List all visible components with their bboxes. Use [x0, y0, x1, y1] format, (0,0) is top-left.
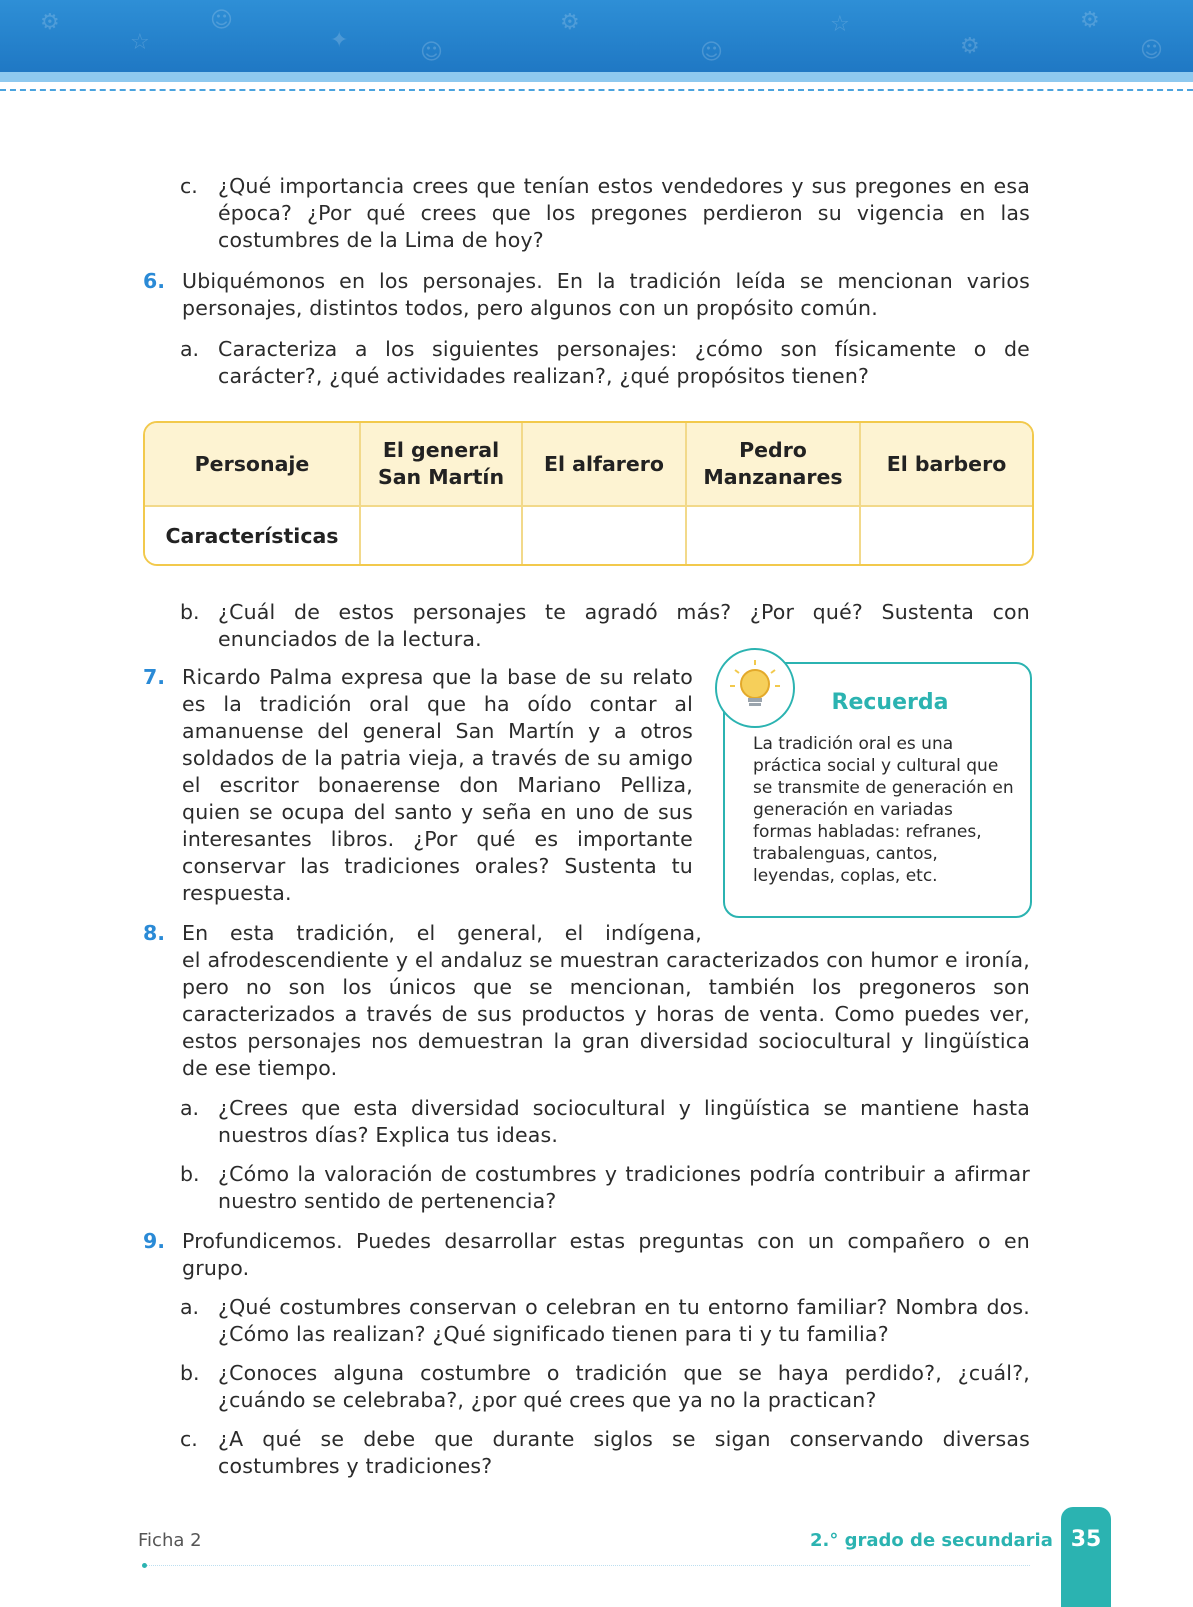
star-icon: ☆: [130, 30, 150, 55]
question-6b-text: ¿Cuál de estos personajes te agradó más? ¿Por qué? Sustenta con enunciados de la lectura.: [218, 600, 1030, 651]
table-row-label: Características: [145, 506, 360, 566]
table-cell-empty[interactable]: [522, 506, 686, 566]
item-letter: a.: [180, 1096, 200, 1120]
question-6a-text: Caracteriza a los siguientes personajes: ¿cómo son físicamente o de carácter?, ¿qué actividades realizan?, ¿qué propósitos tienen?: [218, 337, 1030, 388]
header-dashed-divider: [0, 89, 1193, 91]
question-9-text: Profundicemos. Puedes desarrollar estas preguntas con un compañero o en grupo.: [182, 1229, 1030, 1280]
question-7-text: Ricardo Palma expresa que la base de su relato es la tradición oral que ha oído contar al amanuense del general San Martín y a otros soldados de la patria vieja, a través de su amigo el escritor bonaerense don Mariano Pelliza, quien se ocupa del santo y seña en uno de sus interesantes libros. ¿Por qué es importante conservar las tradiciones orales? Sustenta tu respuesta.: [182, 665, 693, 905]
gear-icon: ⚙: [560, 10, 580, 35]
header-stripe: [0, 72, 1193, 82]
gear-icon: ⚙: [960, 34, 980, 59]
question-number: 8.: [143, 921, 166, 945]
smiley-icon: ☺: [1140, 38, 1163, 63]
footer-divider: [143, 1565, 1030, 1566]
page-number: 35: [1070, 1527, 1102, 1552]
bulb-icon: ✦: [330, 28, 349, 53]
gear-icon: ⚙: [40, 10, 60, 35]
header-line: Pedro: [739, 438, 807, 462]
footer-ficha: Ficha 2: [138, 1530, 202, 1551]
item-letter: c.: [180, 174, 198, 198]
smiley-icon: ☺: [420, 40, 443, 65]
question-6-text: Ubiquémonos en los personajes. En la tradición leída se mencionan varios personajes, distintos todos, pero algunos con un propósito común.: [182, 269, 1030, 320]
table-header-barbero: El barbero: [860, 423, 1032, 506]
table-cell-empty[interactable]: [686, 506, 860, 566]
header-line: Manzanares: [703, 465, 843, 489]
question-9c-text: ¿A qué se debe que durante siglos se sigan conservando diversas costumbres y tradiciones?: [218, 1427, 1030, 1478]
header-line: San Martín: [377, 465, 505, 489]
table-cell-empty[interactable]: [360, 506, 522, 566]
table-header-alfarero: El alfarero: [522, 423, 686, 506]
question-number: 9.: [143, 1229, 166, 1253]
item-letter: b.: [180, 1162, 200, 1186]
item-letter: b.: [180, 600, 200, 624]
table-header-pedro: [686, 423, 860, 506]
question-8b-text: ¿Cómo la valoración de costumbres y tradiciones podría contribuir a afirmar nuestro sentido de pertenencia?: [218, 1162, 1030, 1213]
footer-dot: [142, 1563, 147, 1568]
star-icon: ☆: [830, 12, 850, 37]
question-9b-text: ¿Conoces alguna costumbre o tradición que se haya perdido?, ¿cuál?, ¿cuándo se celebraba?, ¿por qué crees que ya no la practican?: [218, 1361, 1030, 1412]
characters-table: [143, 421, 1034, 566]
recuerda-title: Recuerda: [831, 690, 949, 715]
recuerda-text: La tradición oral es una práctica social y cultural que se transmite de generación en generación en variadas formas habladas: refranes, trabalenguas, cantos, leyendas, coplas, etc.: [753, 734, 1014, 886]
question-8-text: el afrodescendiente y el andaluz se muestran caracterizados con humor e ironía, pero no son los únicos que se mencionan, también los pregoneros son caracterizados a través de sus productos y horas de venta. Como puedes ver, estos personajes nos demuestran la gran diversidad sociocultural y lingüística de ese tiempo.: [182, 948, 1030, 1080]
header-band: [0, 0, 1193, 72]
smiley-icon: ☺: [210, 8, 233, 33]
question-9a-text: ¿Qué costumbres conservan o celebran en tu entorno familiar? Nombra dos. ¿Cómo las realizan? ¿Qué significado tienen para ti y tu familia?: [218, 1295, 1030, 1346]
question-8-first-line: En esta tradición, el general, el indígena,: [182, 921, 702, 945]
bulb-badge: [715, 648, 795, 728]
footer-grade: 2.° grado de secundaria: [810, 1530, 1053, 1551]
question-number: 6.: [143, 269, 166, 293]
item-letter: a.: [180, 337, 200, 361]
table-header-general: [360, 423, 522, 506]
item-letter: b.: [180, 1361, 200, 1385]
table-cell-empty[interactable]: [860, 506, 1032, 566]
header-line: El general: [382, 438, 500, 462]
question-5c-text: ¿Qué importancia crees que tenían estos vendedores y sus pregones en esa época? ¿Por qué crees que los pregones perdieron su vigencia en las costumbres de la Lima de hoy?: [218, 174, 1030, 252]
question-number: 7.: [143, 665, 166, 689]
item-letter: c.: [180, 1427, 198, 1451]
gear-icon: ⚙: [1080, 8, 1100, 33]
item-letter: a.: [180, 1295, 200, 1319]
page-number-tab: [1061, 1507, 1111, 1607]
question-8a-text: ¿Crees que esta diversidad sociocultural y lingüística se mantiene hasta nuestros días? Explica tus ideas.: [218, 1096, 1030, 1147]
smiley-icon: ☺: [700, 40, 723, 65]
lightbulb-icon: [717, 650, 793, 726]
table-header-personaje: Personaje: [145, 423, 360, 506]
